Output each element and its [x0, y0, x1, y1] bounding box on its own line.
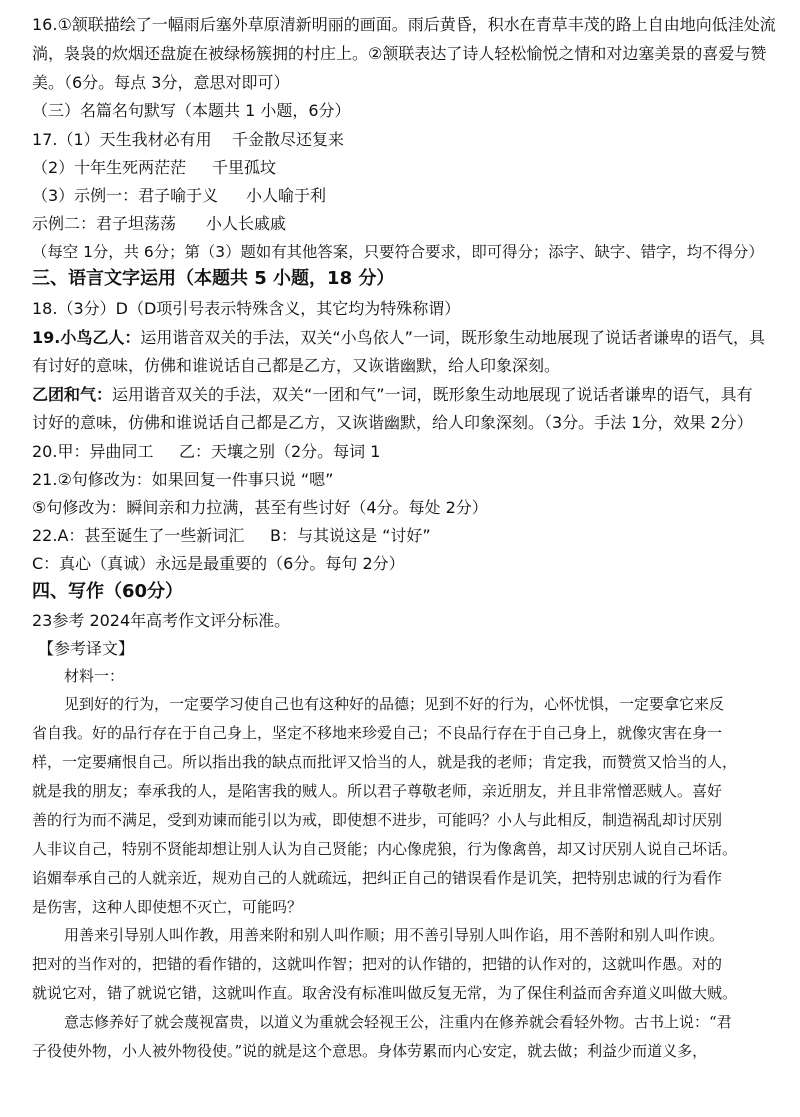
q22-c: C：真心（真诚）永远是最重要的（6分。每句 2分） [32, 554, 405, 573]
translation-line: 意志修养好了就会蔑视富贵，以道义为重就会轻视王公，注重内在修养就会看轻外物。古书上说：“君 [64, 1013, 732, 1031]
q19-line-1 [32, 327, 765, 349]
q16-line-3: 美。（6分。每点 3分，意思对即可） [32, 73, 290, 92]
translation-line: 用善来引导别人叫作教，用善来附和别人叫作顺；用不善引导别人叫作谄，用不善附和别人叫作谀。 [64, 926, 725, 944]
q19-line-3-text: 运用谐音双关的手法，双关“一团和气”一词，既形象生动地展现了说话者谦卑的语气，具有 [112, 385, 753, 404]
translation-line: 是伤害，这种人即使想不灭亡，可能吗？ [32, 898, 303, 916]
translation-line: 谄媚奉承自己的人就亲近，规劝自己的人就疏远，把纠正自己的错误看作是讥笑，把特别忠诚的行为看作 [32, 869, 723, 887]
translation-line: 省自我。好的品行存在于自己身上，坚定不移地来珍爱自己；不良品行存在于自己身上，就像灾害在身一 [32, 724, 723, 742]
q17-d-answer: 小人长戚戚 [206, 214, 287, 233]
q19-lead-2: 乙团和气： [32, 385, 113, 404]
q17-b-label: （2）十年生死两茫茫 [32, 158, 187, 177]
q18-answer: 18.（3分）D（D项引号表示特殊含义，其它均为特殊称谓） [32, 299, 461, 318]
translation-line: 把对的当作对的，把错的看作错的，这就叫作智；把对的认作错的，把错的认作对的，这就叫作愚。对的 [32, 955, 723, 973]
q17-a-answer: 千金散尽还复来 [232, 130, 345, 149]
q16-line-2: 淌，袅袅的炊烟还盘旋在被绿杨簇拥的村庄上。②颔联表达了诗人轻松愉悦之情和对边塞美景的喜爱与赞 [32, 44, 767, 63]
q20-b: 乙：天壤之别（2分。每词 1 [179, 442, 381, 461]
q16-line-1: 16.①颔联描绘了一幅雨后塞外草原清新明丽的画面。雨后黄昏，积水在青草丰茂的路上自由地向低洼处流 [32, 15, 776, 34]
reference-translation-header: 【参考译文】 [38, 639, 135, 658]
q19-line-2: 有讨好的意味，仿佛和谁说话自己都是乙方，又诙谐幽默，给人印象深刻。 [32, 356, 561, 375]
q22-b: B：与其说这是 “讨好” [270, 526, 431, 545]
q21-line-1: 21.②句修改为：如果回复一件事只说 “嗯” [32, 470, 334, 489]
q17-c-label: （3）示例一：君子喻于义 [32, 186, 219, 205]
translation-line: 就说它对，错了就说它错，这就叫作直。取舍没有标准叫做反复无常，为了保住利益而舍弃道义叫做大贼。 [32, 984, 738, 1002]
translation-line: 样，一定要痛恨自己。所以指出我的缺点而批评又恰当的人，就是我的老师；肯定我，而赞赏又恰当的人， [32, 753, 738, 771]
q23-answer: 23参考 2024年高考作文评分标准。 [32, 611, 291, 630]
q21-line-2: ⑤句修改为：瞬间亲和力拉满，甚至有些讨好（4分。每处 2分） [32, 498, 488, 517]
part-3-header: 三、语言文字运用（本题共 5 小题，18 分） [32, 268, 395, 289]
material-one-label: 材料一： [64, 667, 125, 685]
q17-c-answer: 小人喻于利 [246, 186, 327, 205]
translation-line: 就是我的朋友；奉承我的人，是陷害我的贼人。所以君子尊敬老师，亲近朋友，并且非常憎恶贼人。喜好 [32, 782, 723, 800]
translation-line: 见到好的行为，一定要学习使自己也有这种好的品德；见到不好的行为，心怀忧惧，一定要拿它来反 [64, 695, 725, 713]
q17-a-label: 17.（1）天生我材必有用 [32, 130, 212, 149]
q17-d-label: 示例二：君子坦荡荡 [32, 214, 177, 233]
part-4-header: 四、写作（60分） [32, 581, 184, 602]
q22-a: 22.A：甚至诞生了一些新词汇 [32, 526, 245, 545]
q19-line-4: 讨好的意味，仿佛和谁说话自己都是乙方，又诙谐幽默，给人印象深刻。（3分。手法 1分，效果 2分） [32, 413, 753, 432]
translation-line: 善的行为而不满足，受到劝谏而能引以为戒，即使想不进步，可能吗？小人与此相反，制造祸乱却讨厌别 [32, 811, 723, 829]
q19-line-3 [32, 384, 753, 406]
q19-lead-1: 19.小鸟乙人： [32, 328, 141, 347]
q19-line-1-text: 运用谐音双关的手法，双关“小鸟依人”一词，既形象生动地展现了说话者谦卑的语气，具 [140, 328, 765, 347]
section-3-header: （三）名篇名句默写（本题共 1 小题，6分） [32, 101, 351, 120]
q20-a: 20.甲：异曲同工 [32, 442, 154, 461]
translation-line: 子役使外物，小人被外物役使。”说的就是这个意思。身体劳累而内心安定，就去做；利益少而道义多， [32, 1042, 708, 1060]
q17-scoring-note: （每空 1分，共 6分；第（3）题如有其他答案，只要符合要求，即可得分；添字、缺字、错字，均不得分） [32, 243, 764, 261]
translation-line: 人非议自己，特别不贤能却想让别人认为自己贤能；内心像虎狼，行为像禽兽，却又讨厌别人说自己坏话。 [32, 840, 738, 858]
q17-b-answer: 千里孤坟 [212, 158, 277, 177]
